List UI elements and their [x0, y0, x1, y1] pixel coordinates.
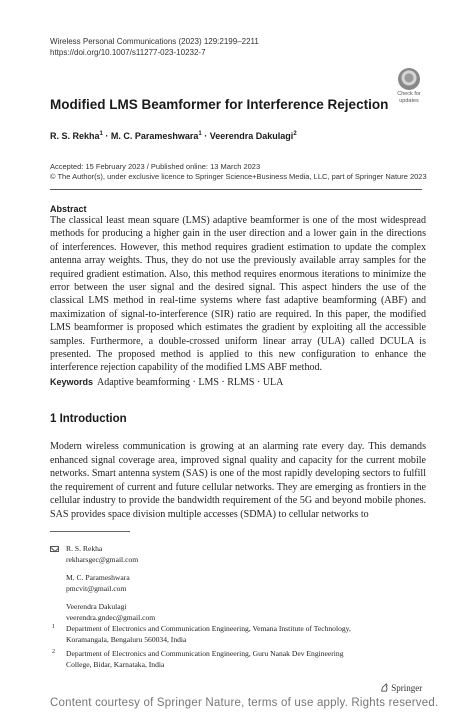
contact-name: R. S. Rekha: [66, 544, 103, 553]
affiliation-line: College, Bidar, Karnataka, India: [66, 660, 165, 669]
doi-link[interactable]: https://doi.org/10.1007/s11277-023-10232-7: [50, 48, 206, 57]
contact-name: M. C. Parameshwara: [66, 573, 130, 582]
affiliation-2: [66, 648, 426, 670]
publisher-mark: [380, 683, 422, 693]
contact-entry: [66, 543, 155, 565]
keywords-label: Keywords: [50, 377, 94, 387]
affiliation-number: 1: [52, 624, 55, 630]
contact-email[interactable]: veerendra.gndec@gmail.com: [66, 613, 156, 622]
author-1-affil: 1: [99, 131, 103, 137]
author-separator: ·: [201, 131, 210, 141]
keywords: [50, 377, 283, 388]
author-list: [50, 131, 297, 141]
corresponding-contacts: [66, 543, 155, 630]
introduction-heading: 1 Introduction: [50, 413, 127, 425]
introduction-text: Modern wireless communication is growing at an alarming rate every day. This demands enhanced signal coverage area, improved signal quality and capacity for the current mobile networks. Smart antenna system (SAS) is one of the most rapidly developing sectors to fulfill the requirement of current and future cellular networks. They are emerging as frontiers in the cellular industry to provide the bandwidth requirement of the 5G and beyond mobile phones. SAS provides space division multiple accesses (SDMA) to cellular networks to: [50, 441, 426, 520]
affiliation-line: Department of Electronics and Communication Engineering, Vemana Institute of Technology,: [66, 624, 351, 633]
publisher-name: Springer: [391, 683, 423, 693]
contact-email[interactable]: rekharsgec@gmail.com: [66, 555, 139, 564]
footnote-divider: [50, 531, 130, 532]
affiliation-1: [66, 623, 426, 645]
abstract-text: The classical least mean square (LMS) adaptive beamformer is one of the most widespread methods for producing a higher gain in the user direction and a lower gain in the directions of interferences. However, this method requires gradient estimation to update the complex antenna array weights. Thus, they do not use the previously available array samples for the required gradient estimation. Also, this method requires enormous iterations to minimize the error between the user signal and the desired signal. This aspect hinders the use of the classical LMS method in real-time systems where fast adaptive beamforming (ABF) and maximization of signal-to-interference (SIR) ratio are required. In this paper, the modified LMS beamformer is proposed which estimates the gradient by exploiting all the accessible samples. Furthermore, a double-crossed uniform linear array (ULA) called DCULA is presented. The proposed method is applied to this new configuration to enhance the interference rejection capability of the modified LMS ABF method.: [50, 215, 426, 374]
courtesy-notice: Content courtesy of Springer Nature, terms of use apply. Rights reserved.: [50, 697, 439, 709]
check-for-updates-icon: [398, 68, 420, 90]
author-3[interactable]: Veerendra Dakulagi: [209, 131, 294, 141]
envelope-icon: [50, 546, 59, 552]
article-title: Modified LMS Beamformer for Interference Rejection: [50, 97, 389, 112]
accepted-published-line: Accepted: 15 February 2023 / Published online: 13 March 2023: [50, 162, 261, 171]
contact-entry: [66, 601, 155, 623]
publication-dates: [50, 162, 427, 182]
contact-email[interactable]: pmcvit@gmail.com: [66, 584, 127, 593]
contact-entry: [66, 572, 155, 594]
affiliation-number: 2: [52, 649, 55, 655]
check-for-updates-badge[interactable]: [392, 68, 426, 102]
abstract-heading: Abstract: [50, 204, 87, 214]
badge-line-2: updates: [399, 98, 419, 104]
header-divider: [50, 189, 422, 190]
keywords-value: Adaptive beamforming · LMS · RLMS · ULA: [97, 377, 284, 388]
badge-line-1: Check for: [397, 91, 421, 97]
springer-horse-icon: [380, 683, 389, 692]
author-1[interactable]: R. S. Rekha: [50, 131, 100, 141]
copyright-line: © The Author(s), under exclusive licence to Springer Science+Business Media, LLC, part of Springer Nature 2023: [50, 172, 427, 181]
author-2[interactable]: M. C. Parameshwara: [110, 131, 199, 141]
author-2-affil: 1: [198, 131, 202, 137]
journal-header: [50, 36, 259, 58]
contact-name: Veerendra Dakulagi: [66, 602, 127, 611]
affiliation-line: Koramangala, Bengaluru 560034, India: [66, 635, 187, 644]
author-3-affil: 2: [293, 131, 297, 137]
journal-citation: Wireless Personal Communications (2023) 129:2199–2211: [50, 37, 259, 46]
author-separator: ·: [102, 131, 111, 141]
affiliation-line: Department of Electronics and Communication Engineering, Guru Nanak Dev Engineering: [66, 649, 344, 658]
